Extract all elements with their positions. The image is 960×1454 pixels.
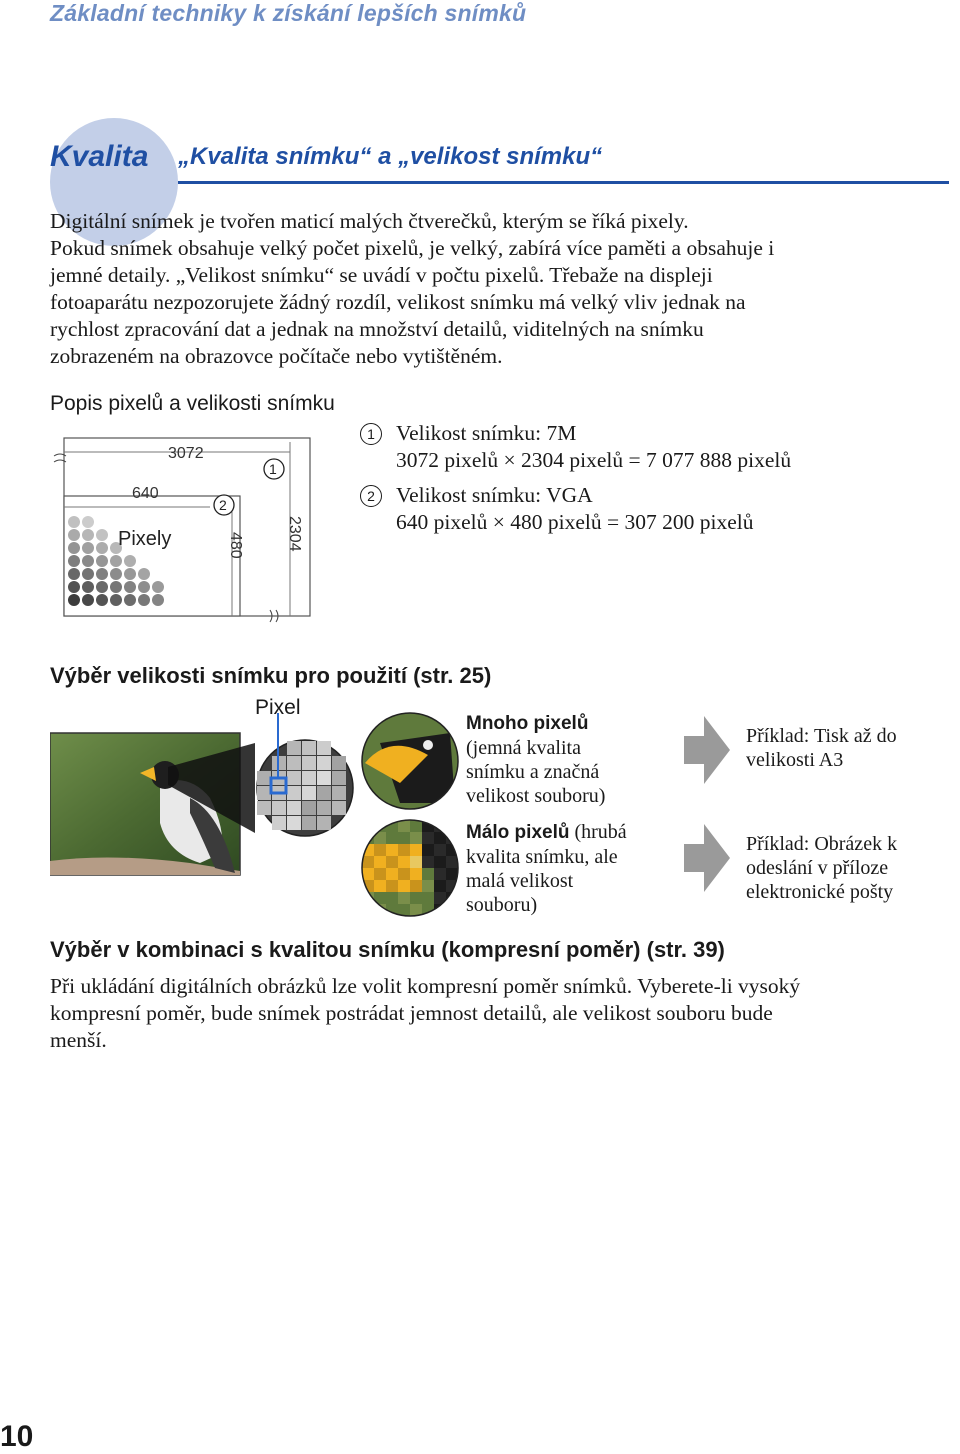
grid-pixel	[272, 816, 286, 830]
pixel-dot	[96, 581, 108, 593]
coarse-pixel	[410, 844, 422, 856]
intro-line: Pokud snímek obsahuje velký počet pixelů, je velký, zabírá více paměti a obsahuje i	[50, 236, 775, 260]
coarse-pixel	[422, 844, 434, 856]
grid-pixel	[302, 741, 316, 755]
pixel-dot	[68, 555, 80, 567]
coarse-pixel	[374, 844, 386, 856]
desc-line: velikost souboru)	[466, 785, 606, 807]
grid-pixel	[302, 756, 316, 770]
coarse-pixel	[422, 880, 434, 892]
label-2304: 2304	[286, 516, 303, 552]
pixel-dot	[96, 568, 108, 580]
coarse-pixel	[398, 892, 410, 904]
desc-line: souboru)	[466, 894, 538, 916]
section-title: „Kvalita snímku“ a „velikost snímku“	[178, 143, 603, 170]
example-email-attachment	[746, 832, 946, 904]
grid-pixel	[287, 771, 301, 785]
grid-pixel	[332, 756, 346, 770]
combo-line: menší.	[50, 1028, 107, 1052]
coarse-pixel	[386, 856, 398, 868]
coarse-pixel	[434, 856, 446, 868]
coarse-pixel	[398, 880, 410, 892]
intro-paragraph	[50, 208, 930, 370]
coarse-pixel	[422, 892, 434, 904]
coarse-pixel	[422, 832, 434, 844]
pixel-dot	[82, 516, 94, 528]
desc-line: snímku a značná	[466, 761, 600, 783]
intro-line: fotoaparátu nezpozorujete žádný rozdíl, velikost snímku má velký vliv jednak na	[50, 290, 746, 314]
page-header: Základní techniky k získání lepších snímků	[50, 0, 527, 26]
many-pixels-description	[466, 711, 656, 808]
coarse-pixel	[374, 880, 386, 892]
grid-pixel	[302, 786, 316, 800]
desc-line: malá velikost	[466, 870, 574, 892]
example-line: odeslání v příloze	[746, 857, 889, 879]
grid-pixel	[287, 741, 301, 755]
grid-pixel	[287, 756, 301, 770]
grid-pixel	[317, 771, 331, 785]
arrow-right-icon	[684, 716, 730, 784]
pixel-dot	[68, 529, 80, 541]
intro-line: rychlost zpracování dat a jednak na množství detailů, viditelných na snímku	[50, 317, 704, 341]
coarse-pixel	[398, 844, 410, 856]
pixel-dot	[110, 581, 122, 593]
coarse-pixel	[386, 844, 398, 856]
pixel-dot	[82, 581, 94, 593]
coarse-pixel	[434, 868, 446, 880]
grid-pixel	[257, 786, 271, 800]
pixel-dot	[138, 581, 150, 593]
pixel-callout-label: Pixel	[255, 696, 301, 719]
legend-formula: 3072 pixelů × 2304 pixelů = 7 077 888 pixelů	[396, 448, 792, 472]
pixel-dot	[138, 568, 150, 580]
coarse-pixel	[422, 868, 434, 880]
legend-title: Velikost snímku: 7M	[396, 421, 577, 445]
pixel-dot	[68, 542, 80, 554]
coarse-pixel	[374, 868, 386, 880]
few-pixels-title: Málo pixelů	[466, 822, 570, 843]
pixel-dot	[110, 568, 122, 580]
legend-formula: 640 pixelů × 480 pixelů = 307 200 pixelů	[396, 510, 754, 534]
coarse-pixel	[374, 856, 386, 868]
bird-comparison-figure	[50, 703, 470, 918]
grid-pixel	[287, 786, 301, 800]
pixel-dot	[82, 555, 94, 567]
grid-pixel	[257, 801, 271, 815]
coarse-pixel	[446, 820, 458, 832]
intro-line: jemné detaily. „Velikost snímku“ se uvádí v počtu pixelů. Třebaže na displeji	[50, 263, 713, 287]
coarse-pixel	[434, 844, 446, 856]
marker-2-label: 2	[219, 497, 227, 513]
label-3072: 3072	[168, 445, 204, 462]
grid-pixel	[272, 801, 286, 815]
usage-heading: Výběr velikosti snímku pro použití (str. 25)	[50, 663, 492, 688]
coarse-pixel	[398, 868, 410, 880]
coarse-pixel	[410, 868, 422, 880]
coarse-pixel	[410, 892, 422, 904]
pixel-dot	[152, 594, 164, 606]
legend-number: 1	[360, 423, 382, 445]
coarse-pixel	[398, 832, 410, 844]
pixel-dot	[96, 555, 108, 567]
intro-line: Digitální snímek je tvořen maticí malých čtverečků, kterým se říká pixely.	[50, 209, 689, 233]
pixel-dot	[138, 594, 150, 606]
legend-number: 2	[360, 485, 382, 507]
grid-pixel	[287, 816, 301, 830]
section-tab-label: Kvalita	[50, 140, 149, 173]
grid-pixel	[302, 771, 316, 785]
pixel-dot	[82, 529, 94, 541]
pixel-dot	[82, 594, 94, 606]
grid-pixel	[332, 801, 346, 815]
pixel-dot	[152, 581, 164, 593]
grid-pixel	[302, 816, 316, 830]
pixel-dot	[68, 516, 80, 528]
pixel-dot	[124, 555, 136, 567]
pixel-dot	[110, 555, 122, 567]
legend-item	[360, 482, 791, 536]
coarse-pixel	[362, 904, 374, 916]
pixel-dot	[68, 581, 80, 593]
pixel-dot	[82, 542, 94, 554]
desc-line: (jemná kvalita	[466, 737, 581, 759]
grid-pixel	[302, 801, 316, 815]
many-pixels-title: Mnoho pixelů	[466, 713, 589, 734]
legend-title: Velikost snímku: VGA	[396, 483, 593, 507]
grid-pixel	[317, 756, 331, 770]
grid-pixel	[287, 801, 301, 815]
coarse-pixel	[410, 880, 422, 892]
coarse-pixel	[434, 880, 446, 892]
page-number: 10	[0, 1420, 34, 1453]
grid-pixel	[317, 786, 331, 800]
pixel-dot	[96, 529, 108, 541]
coarse-pixel	[386, 892, 398, 904]
diagram-caption: Popis pixelů a velikosti snímku	[50, 392, 335, 415]
coarse-pixel	[446, 904, 458, 916]
coarse-pixel	[410, 832, 422, 844]
coarse-pixel	[410, 856, 422, 868]
example-line: velikosti A3	[746, 749, 844, 771]
pixel-legend	[360, 420, 791, 544]
coarse-pixel	[422, 856, 434, 868]
coarse-pixel	[386, 868, 398, 880]
pixel-dot	[124, 568, 136, 580]
pixel-dot	[96, 542, 108, 554]
label-pixels: Pixely	[118, 528, 172, 550]
example-line: Příklad: Obrázek k	[746, 833, 898, 855]
title-rule	[178, 181, 949, 184]
example-line: elektronické pošty	[746, 881, 894, 903]
pixel-dot	[124, 594, 136, 606]
example-line: Příklad: Tisk až do	[746, 725, 897, 747]
desc-line: kvalita snímku, ale	[466, 846, 618, 868]
coarse-pixel	[386, 832, 398, 844]
grid-pixel	[332, 786, 346, 800]
grid-pixel	[257, 771, 271, 785]
marker-1-label: 1	[269, 461, 277, 477]
grid-pixel	[317, 801, 331, 815]
few-pixels-description	[466, 820, 656, 917]
combo-line: kompresní poměr, bude snímek postrádat jemnost detailů, ale velikost souboru bude	[50, 1001, 773, 1025]
pixel-size-diagram	[50, 432, 340, 632]
example-print-a3	[746, 724, 946, 772]
compression-heading: Výběr v kombinaci s kvalitou snímku (kompresní poměr) (str. 39)	[50, 937, 725, 962]
label-480: 480	[227, 532, 244, 559]
arrow-right-icon	[684, 824, 730, 892]
pixel-dot	[96, 594, 108, 606]
pixel-dot	[68, 568, 80, 580]
label-640: 640	[132, 485, 159, 502]
compression-paragraph	[50, 973, 950, 1054]
coarse-pixel	[398, 856, 410, 868]
coarse-pixel	[362, 820, 374, 832]
intro-line: zobrazeném na obrazovce počítače nebo vytištěném.	[50, 344, 503, 368]
pixel-dot	[68, 594, 80, 606]
grid-pixel	[317, 816, 331, 830]
legend-item	[360, 420, 791, 474]
desc-line: (hrubá	[569, 821, 627, 843]
pixel-dot	[110, 594, 122, 606]
pixel-dot	[124, 581, 136, 593]
grid-pixel	[332, 771, 346, 785]
grid-pixel	[317, 741, 331, 755]
combo-line: Při ukládání digitálních obrázků lze volit kompresní poměr snímků. Vyberete-li vysoký	[50, 974, 801, 998]
coarse-pixel	[386, 880, 398, 892]
pixel-dot	[82, 568, 94, 580]
